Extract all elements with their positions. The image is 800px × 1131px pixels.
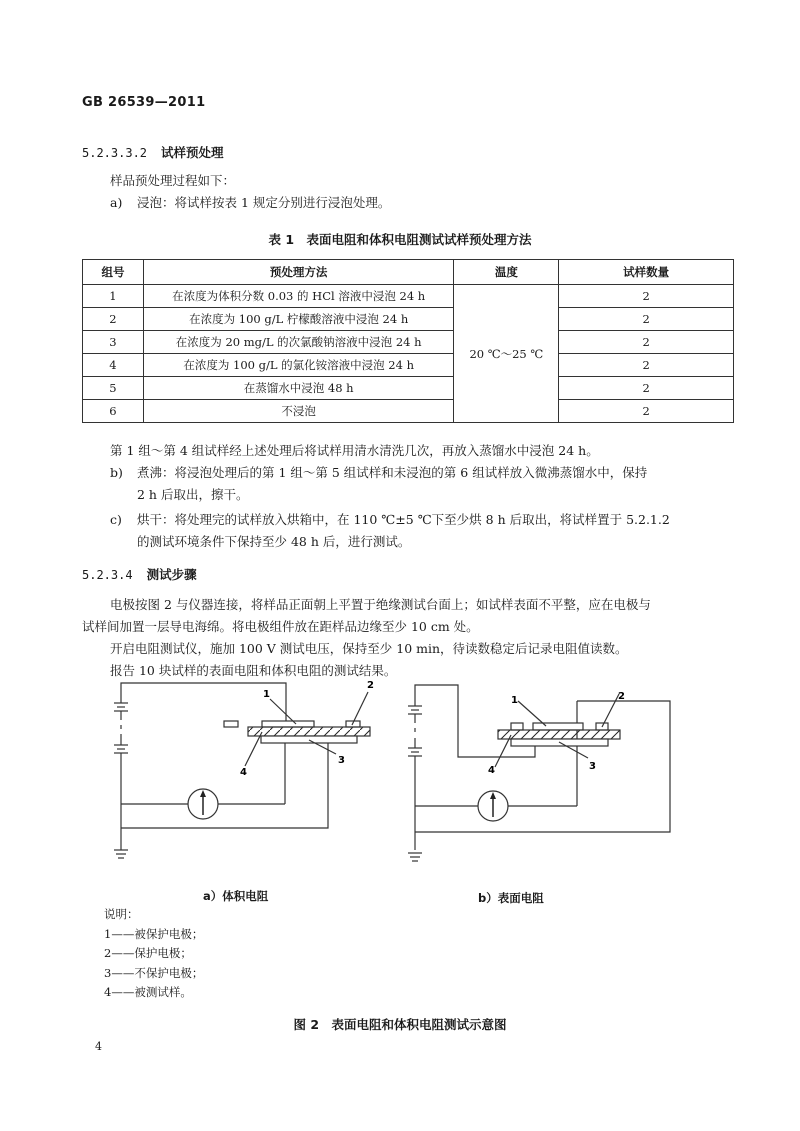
cell-group: 1 <box>83 285 144 308</box>
cell-group: 4 <box>83 354 144 377</box>
header-method: 预处理方法 <box>143 260 454 285</box>
header-group: 组号 <box>83 260 144 285</box>
table-row <box>83 400 734 423</box>
item-label: b) <box>110 465 123 480</box>
cell-method: 在浓度为 100 g/L 柠檬酸溶液中浸泡 24 h <box>143 308 454 331</box>
cell-count: 2 <box>559 308 734 331</box>
table-row <box>83 331 734 354</box>
callout-2: 2 <box>618 691 625 702</box>
cell-method: 在浓度为 100 g/L 的氯化铵溶液中浸泡 24 h <box>143 354 454 377</box>
cell-method: 不浸泡 <box>143 400 454 423</box>
figure-2b-caption: b）表面电阻 <box>478 891 544 905</box>
cell-group: 3 <box>83 331 144 354</box>
section-heading-5-2-3-4 <box>82 565 197 583</box>
pretreatment-table <box>82 259 734 423</box>
section-title: 测试步骤 <box>146 567 197 582</box>
callout-1: 1 <box>263 689 270 700</box>
cell-group: 2 <box>83 308 144 331</box>
paragraph-1-line-2: 试样间加置一层导电海绵。将电极组件放在距样品边缘至少 10 cm 处。 <box>82 619 479 634</box>
list-item-a <box>110 192 390 214</box>
figure-2b-surface-resistance-diagram <box>400 670 690 870</box>
callout-4: 4 <box>488 765 495 776</box>
section-title: 试样预处理 <box>161 145 224 160</box>
cell-method: 在浓度为 20 mg/L 的次氯酸钠溶液中浸泡 24 h <box>143 331 454 354</box>
header-count: 试样数量 <box>559 260 734 285</box>
legend-item: 2——保护电极； <box>104 946 192 960</box>
table-row <box>83 285 734 308</box>
section-number: 5.2.3.3.2 <box>82 146 148 160</box>
table-row <box>83 354 734 377</box>
section-heading-5-2-3-3-2 <box>82 143 224 161</box>
list-item-c-cont: 的测试环境条件下保持至少 48 h 后，进行测试。 <box>137 534 411 549</box>
figure-2a-volume-resistance-diagram <box>100 670 390 870</box>
cell-count: 2 <box>559 377 734 400</box>
page-number: 4 <box>95 1040 102 1053</box>
callout-3: 3 <box>338 755 345 766</box>
cell-count: 2 <box>559 354 734 377</box>
item-text: 煮沸：将浸泡处理后的第 1 组～第 5 组试样和未浸泡的第 6 组试样放入微沸蒸馏水中，保持 <box>137 465 648 480</box>
after-table-note: 第 1 组～第 4 组试样经上述处理后将试样用清水清洗几次，再放入蒸馏水中浸泡 24 h。 <box>110 443 599 458</box>
figure-caption: 图 2 表面电阻和体积电阻测试示意图 <box>293 1017 507 1032</box>
paragraph-1-line-1: 电极按图 2 与仪器连接，将样品正面朝上平置于绝缘测试台面上；如试样表面不平整，应在电极与 <box>110 597 651 612</box>
cell-count: 2 <box>559 331 734 354</box>
section-number: 5.2.3.4 <box>82 568 133 582</box>
item-text: 烘干：将处理完的试样放入烘箱中，在 110 ℃±5 ℃下至少烘 8 h 后取出，将试样置于 5.2.1.2 <box>137 512 670 527</box>
cell-method: 在浓度为体积分数 0.03 的 HCl 溶液中浸泡 24 h <box>143 285 454 308</box>
standard-code: GB 26539—2011 <box>82 95 206 110</box>
callout-3: 3 <box>589 761 596 772</box>
item-text: 浸泡：将试样按表 1 规定分别进行浸泡处理。 <box>137 195 391 210</box>
list-item-b-cont: 2 h 后取出，擦干。 <box>137 487 249 502</box>
cell-count: 2 <box>559 285 734 308</box>
intro-text: 样品预处理过程如下： <box>110 173 236 188</box>
header-temperature: 温度 <box>454 260 559 285</box>
paragraph-3: 报告 10 块试样的表面电阻和体积电阻的测试结果。 <box>110 663 397 678</box>
list-item-c <box>110 509 670 531</box>
table-caption: 表 1 表面电阻和体积电阻测试试样预处理方法 <box>268 232 532 247</box>
table-row <box>83 308 734 331</box>
figure-2a-caption: a）体积电阻 <box>203 889 269 903</box>
item-label: a) <box>110 195 123 210</box>
item-label: c) <box>110 512 122 527</box>
callout-2: 2 <box>367 680 374 691</box>
legend-item: 3——不保护电极； <box>104 965 204 980</box>
callout-1: 1 <box>511 695 518 706</box>
list-item-b <box>110 462 647 484</box>
legend-item: 4——被测试样。 <box>104 985 192 999</box>
cell-method: 在蒸馏水中浸泡 48 h <box>143 377 454 400</box>
legend-title: 说明： <box>104 907 139 921</box>
figure-legend <box>104 905 203 1003</box>
cell-group: 5 <box>83 377 144 400</box>
callout-4: 4 <box>240 767 247 778</box>
cell-group: 6 <box>83 400 144 423</box>
cell-count: 2 <box>559 400 734 423</box>
table-header-row <box>83 260 734 285</box>
legend-item: 1——被保护电极； <box>104 926 204 941</box>
table-row <box>83 377 734 400</box>
paragraph-2: 开启电阻测试仪，施加 100 V 测试电压，保持至少 10 min，待读数稳定后记录电阻值读数。 <box>110 641 628 656</box>
cell-temperature: 20 ℃～25 ℃ <box>454 285 559 423</box>
